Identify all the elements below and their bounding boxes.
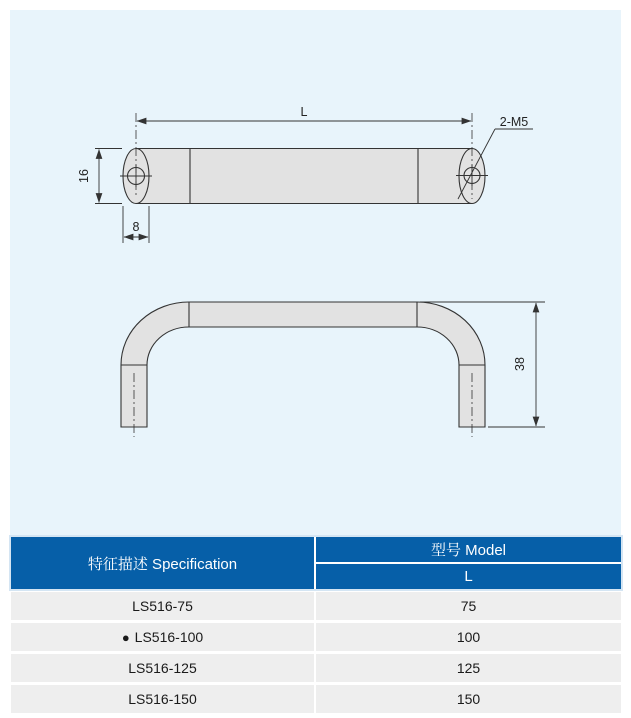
spec-table <box>11 537 621 713</box>
handle-technical-drawing <box>10 10 621 537</box>
length-value-cell: 125 <box>316 654 621 682</box>
model-name-cell <box>11 623 314 651</box>
table-header <box>11 537 621 589</box>
length-value-cell: 75 <box>316 592 621 620</box>
model-name-cell <box>11 685 314 713</box>
table-row[interactable] <box>11 685 621 713</box>
side-view-drawing <box>121 302 545 437</box>
thread-callout-label: 2-M5 <box>499 115 529 129</box>
model-name: LS516-100 <box>134 629 204 645</box>
model-name: LS516-75 <box>132 598 193 614</box>
header-model-group <box>316 537 621 589</box>
length-value-cell: 100 <box>316 623 621 651</box>
content-panel <box>10 10 621 537</box>
header-specification: 特征描述 Specification <box>11 537 314 589</box>
dim-label-length: L <box>300 105 308 119</box>
handle-side-profile <box>121 302 485 427</box>
handle-body <box>136 149 472 204</box>
table-row[interactable] <box>11 654 621 682</box>
header-length-column: L <box>316 564 621 589</box>
dim-label-end-width: 8 <box>132 220 140 234</box>
model-name: LS516-125 <box>128 660 197 676</box>
top-view-drawing <box>77 105 533 243</box>
dim-label-end-height: 16 <box>77 169 91 183</box>
model-name-cell <box>11 654 314 682</box>
model-name: LS516-150 <box>128 691 197 707</box>
model-name-cell <box>11 592 314 620</box>
header-model: 型号 Model <box>316 537 621 562</box>
length-value-cell: 150 <box>316 685 621 713</box>
table-row[interactable] <box>11 623 621 651</box>
dim-label-height: 38 <box>513 357 527 371</box>
table-row[interactable] <box>11 592 621 620</box>
selected-marker: ● <box>121 629 130 645</box>
